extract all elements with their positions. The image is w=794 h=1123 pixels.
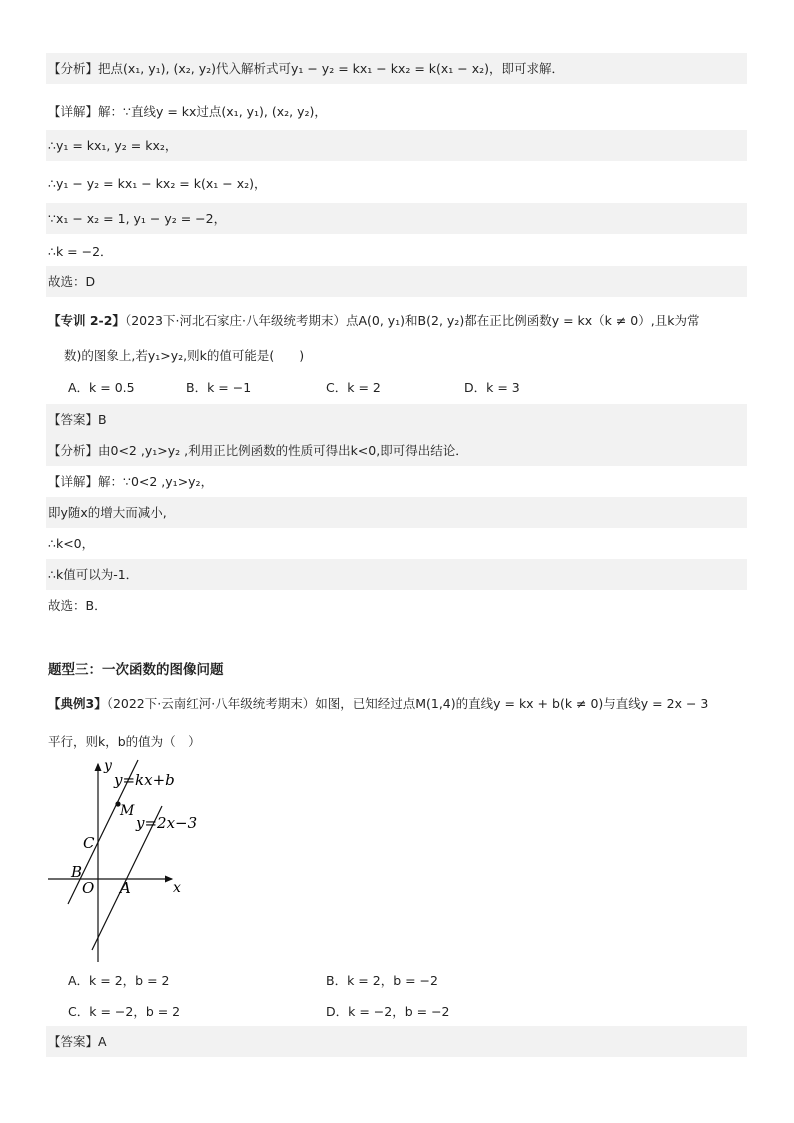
option-d: D．k = 3 [464, 380, 520, 395]
option-a: A．k = 2，b = 2 [68, 973, 170, 988]
question-3-line1 [48, 694, 708, 712]
analysis-line: 【分析】由0<2 ,y₁>y₂ ,利用正比例函数的性质可得出k<0,即可得出结论． [46, 435, 747, 466]
axis-label-y: y [104, 758, 112, 774]
option-a: A．k = 0.5 [68, 380, 135, 395]
solution-step-1: 即y随x的增大而减小, [46, 497, 747, 528]
solution-step-2: ∴y₁ − y₂ = kx₁ − kx₂ = k(x₁ − x₂)， [48, 176, 267, 191]
question-3-line2: 平行，则k，b的值为（ ） [48, 734, 201, 749]
solution-step-2: ∴k<0， [48, 536, 95, 551]
option-c: C．k = −2，b = 2 [68, 1004, 181, 1019]
detail-line: 【详解】解：∵0<2 ,y₁>y₂， [48, 474, 214, 489]
option-b: B．k = −1 [186, 380, 252, 395]
axis-label-x: x [173, 880, 181, 896]
question-2-2-line2: 数)的图象上,若y₁>y₂,则k的值可能是( ) [64, 348, 305, 363]
point-label-b: B [71, 863, 83, 881]
solution-step-1: ∴y₁ = kx₁, y₂ = kx₂， [46, 130, 747, 161]
choice-line: 故选：B． [48, 598, 107, 613]
question-tag: 【专训 2-2】 [48, 313, 125, 328]
question-2-2-line1 [48, 311, 699, 329]
point-label-a: A [120, 879, 131, 897]
point-label-m: M [120, 803, 135, 819]
choice-line: 故选：D [46, 266, 747, 297]
solution-step-3: ∵x₁ − x₂ = 1, y₁ − y₂ = −2， [46, 203, 747, 234]
detail-line: 【详解】解：∵直线y = kx过点(x₁, y₁), (x₂, y₂)， [48, 104, 327, 119]
question-text: （2022下·云南红河·八年级统考期末）如图，已知经过点M(1,4)的直线y = kx + b(k ≠ 0)与直线y = 2x − 3 [106, 696, 709, 711]
answer-line: 【答案】B [46, 404, 747, 435]
section-title: 题型三：一次函数的图像问题 [48, 662, 224, 678]
question-tag: 【典例3】 [48, 696, 107, 711]
point-label-o: O [82, 879, 95, 897]
solution-step-4: ∴k = −2． [48, 244, 113, 259]
line-label-1: y=kx+b [114, 771, 175, 789]
answer-line: 【答案】A [46, 1026, 747, 1057]
question-text: （2023下·河北石家庄·八年级统考期末）点A(0, y₁)和B(2, y₂)都在正比例函数y = kx（k ≠ 0）,且k为常 [124, 313, 700, 328]
line-label-2: y=2x−3 [136, 814, 198, 832]
option-c: C．k = 2 [326, 380, 381, 395]
option-b: B．k = 2，b = −2 [326, 973, 438, 988]
point-label-c: C [83, 834, 95, 852]
analysis-line: 【分析】把点(x₁, y₁), (x₂, y₂)代入解析式可y₁ − y₂ = kx₁ − kx₂ = k(x₁ − x₂)，即可求解． [46, 53, 747, 84]
solution-step-3: ∴k值可以为-1． [46, 559, 747, 590]
function-graph [40, 752, 210, 967]
option-d: D．k = −2，b = −2 [326, 1004, 450, 1019]
